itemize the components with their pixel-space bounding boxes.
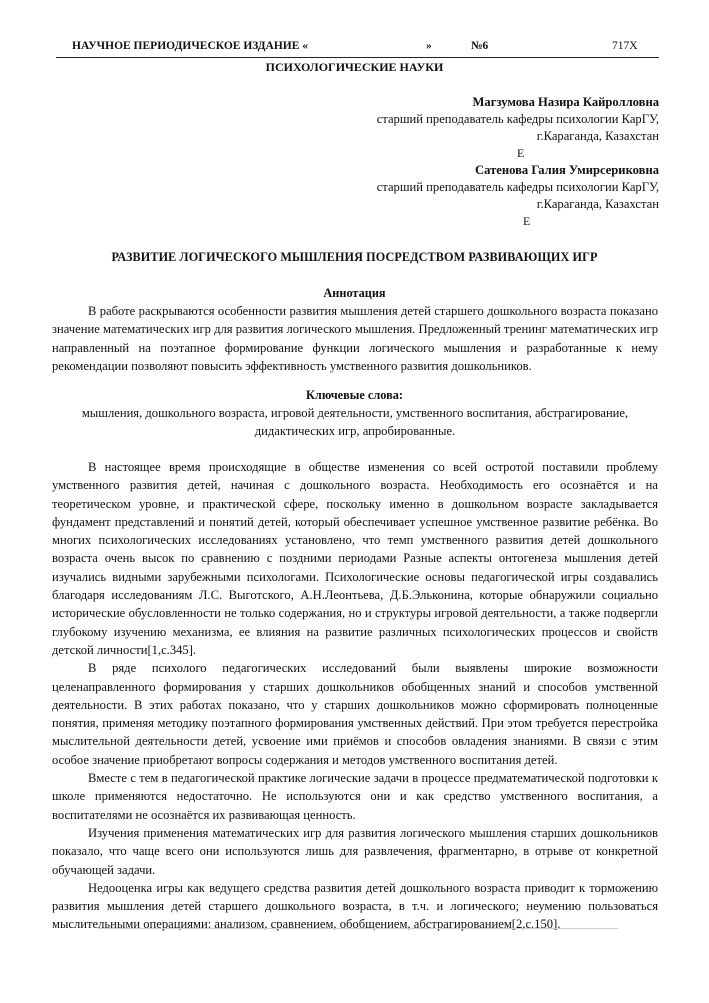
running-header bbox=[0, 40, 709, 56]
body-paragraph: Изучения применения математических игр для развития логического мышления старших дошкольников показало, что чаще всего они используются лишь для развлечения, фрагментарно, в отрыве от конкретной обучающей задачи. bbox=[52, 825, 658, 877]
section-heading: ПСИХОЛОГИЧЕСКИЕ НАУКИ bbox=[265, 60, 444, 74]
author-name: Сатенова Галия Умирсериковна bbox=[475, 163, 659, 177]
annotation-paragraph: В работе раскрываются особенности развития мышления детей старшего дошкольного возраста показано значение математических игр для развития логического мышления. Предложенный тренинг математических игр направленный на поэтапное формирование функции логического мышления и разработанные к нему рекомендации позволяют повысить эффективность умственного развития дошкольников. bbox=[52, 304, 658, 373]
annotation-text bbox=[52, 302, 658, 375]
annotation-heading: Аннотация bbox=[323, 286, 386, 300]
body-paragraph: В настоящее время происходящие в обществе изменения со всей остротой поставили проблему умственного развития детей, начиная с дошкольного возраста. Необходимость его осознаётся и на теоретическом уровне, и практической сфере, поскольку именно в дошкольном возрасте закладывается фундамент представлений и понятий детей, который обеспечивает успешное умственное развитие ребёнка. Во многих психологических исследованиях установлено, что темп умственного развития детей дошкольного возраста очень высок по сравнению с поздними периодами Разные аспекты онтогенеза мышления детей изучались видными зарубежными психологами. Психологические основы педагогической игры создавались благодаря исследованиям Л.С. Выготского, А.Н.Леонтьева, Д.Б.Эльконина, которые обнаружили социально исторические обусловленности не только содержания, но и структуры игровой деятельности, а также подвергли глубокому изучению механизма, ее влияния на развитие различных психологических процессов и свойств детской личности[1,с.345]. bbox=[52, 460, 658, 657]
author-block bbox=[377, 94, 659, 145]
journal-quote-close: » bbox=[426, 40, 432, 52]
author-location: г.Караганда, Казахстан bbox=[536, 197, 659, 211]
footer-rule bbox=[98, 928, 618, 929]
author-position: старший преподаватель кафедры психологии КарГУ, bbox=[376, 180, 659, 194]
journal-name: НАУЧНОЕ ПЕРИОДИЧЕСКОЕ ИЗДАНИЕ « bbox=[72, 40, 309, 52]
author-email: E bbox=[517, 146, 525, 160]
keywords-heading: Ключевые слова: bbox=[306, 388, 403, 402]
issn-fragment: 717X bbox=[612, 40, 638, 52]
author-block bbox=[377, 162, 659, 213]
author-email: E bbox=[523, 214, 531, 228]
article-body bbox=[52, 458, 658, 934]
keywords-text: мышления, дошкольного возраста, игровой деятельности, умственного воспитания, абстрагирование, дидактических игр, апробированные. bbox=[81, 406, 629, 439]
body-paragraph: В ряде психолого педагогических исследований были выявлены широкие возможности целенаправленного формирования у старших дошкольников обобщенных знаний и способов умственной деятельности. В этих работах показано, что у старших дошкольников можно сформировать полноценные понятия, применяя методику поэтапного формирования умственных действий. При этом требуется перестройка мыслительной деятельности детей, усвоение ими приёмов и способов овладения знаниями. В связи с этим особое значение приобретают вопросы содержания и методов умственного воспитания детей. bbox=[52, 661, 658, 767]
header-rule bbox=[56, 57, 659, 58]
article-title: РАЗВИТИЕ ЛОГИЧЕСКОГО МЫШЛЕНИЯ ПОСРЕДСТВОМ РАЗВИВАЮЩИХ ИГР bbox=[111, 250, 598, 264]
author-location: г.Караганда, Казахстан bbox=[536, 129, 659, 143]
body-paragraph: Недооценка игры как ведущего средства развития детей дошкольного возраста приводит к торможению развития мышления детей старшего дошкольного возраста, в т.ч. и логического; неумению пользоваться мыслительными операциями: анализом, сравнением, обобщением, абстрагированием[2,с.150]. bbox=[52, 880, 658, 932]
author-name: Магзумова Назира Кайролловна bbox=[472, 95, 659, 109]
issue-number: №6 bbox=[471, 40, 489, 52]
body-paragraph: Вместе с тем в педагогической практике логические задачи в процессе предматематической подготовки к школе применяются недостаточно. Не используются они и как средство умственного воспитания, а воспитателями не осознаётся их развивающая ценность. bbox=[52, 771, 658, 822]
author-position: старший преподаватель кафедры психологии КарГУ, bbox=[376, 112, 659, 126]
